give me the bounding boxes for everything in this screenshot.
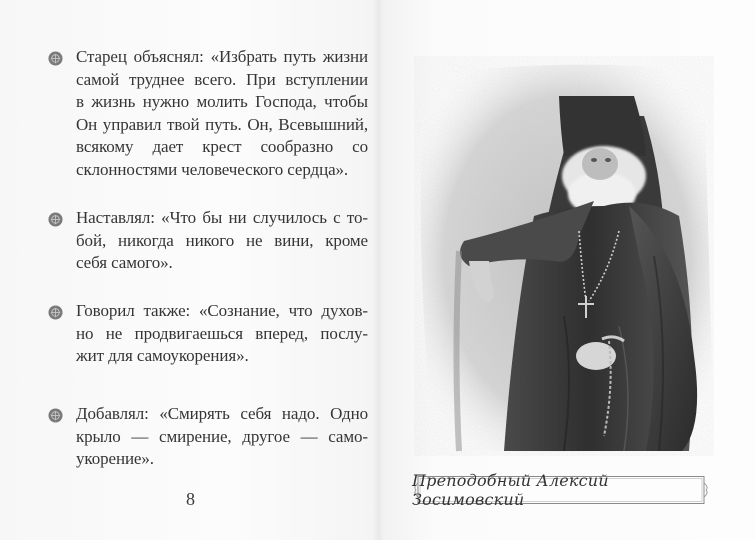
quote-paragraph: [48, 403, 368, 471]
quote-line: Старец объяснял: «Избрать путь жизни: [76, 47, 368, 66]
book-gutter: [372, 0, 384, 540]
quote-paragraph: [48, 300, 368, 368]
quote-line: жит для самоукорения».: [76, 346, 249, 365]
ornament-bullet-icon: [48, 51, 63, 66]
quote-line: самой труднее всего. При вступлении: [76, 69, 368, 89]
quote-line: крыло — смирение, другое — само-: [76, 426, 368, 446]
quote-line: Наставлял: «Что бы ни случилось с то-: [76, 208, 368, 227]
quote-line: бой, никогда никого не вини, кроме: [76, 230, 368, 250]
quote-line: но не продвигаешься вперед, послу-: [76, 323, 368, 343]
quote-paragraph: [48, 46, 368, 181]
ornament-bullet-icon: [48, 408, 63, 423]
photo-caption: Преподобный Алексий Зосимовский: [412, 471, 609, 509]
quote-line: Он управил твой путь. Он, Всевышний,: [76, 114, 368, 134]
quote-line: всякому дает крест сообразно со: [76, 137, 368, 156]
quote-line: себя самого».: [76, 253, 173, 272]
quote-line: Добавлял: «Смирять себя надо. Одно: [76, 404, 368, 423]
quote-line: склонностями человеческого сердца».: [76, 159, 349, 179]
quote-line: укорение».: [76, 449, 154, 468]
quote-line: Говорил также: «Сознание, что духов-: [76, 301, 368, 320]
quote-paragraph: [48, 207, 368, 275]
quote-line: в жизнь нужно молить Господа, чтобы: [76, 92, 368, 111]
ornament-bullet-icon: [48, 305, 63, 320]
page-number: 8: [186, 489, 195, 509]
monk-portrait-photo: [414, 56, 714, 456]
ornament-bullet-icon: [48, 212, 63, 227]
